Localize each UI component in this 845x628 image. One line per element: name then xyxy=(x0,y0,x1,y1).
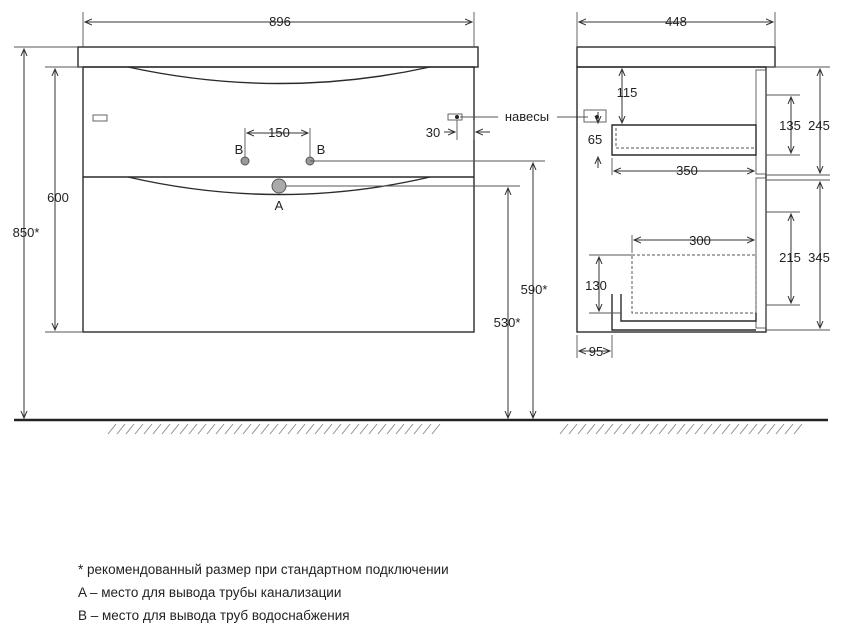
hatch-mark xyxy=(234,424,242,434)
side-countertop xyxy=(577,47,775,67)
note-recommended: * рекомендованный размер при стандартном подключении xyxy=(78,562,449,577)
notes-block xyxy=(78,558,449,627)
hatch-mark xyxy=(135,424,143,434)
dim-245: 245 xyxy=(808,118,830,133)
hinge-left-icon xyxy=(93,115,107,121)
hatch-mark xyxy=(270,424,278,434)
dim-448: 448 xyxy=(665,14,687,29)
dim-135: 135 xyxy=(779,118,801,133)
hatch-mark xyxy=(198,424,206,434)
hatch-mark xyxy=(144,424,152,434)
hatch-mark xyxy=(171,424,179,434)
hatch-mark xyxy=(731,424,739,434)
hatch-mark xyxy=(378,424,386,434)
floor-hatch-right xyxy=(560,424,802,434)
hatch-mark xyxy=(587,424,595,434)
hatch-mark xyxy=(225,424,233,434)
side-front-lower xyxy=(756,178,766,328)
hatch-mark xyxy=(668,424,676,434)
hole-a xyxy=(272,179,286,193)
front-view xyxy=(13,12,588,418)
hatch-mark xyxy=(794,424,802,434)
hatch-mark xyxy=(108,424,116,434)
dim-896: 896 xyxy=(269,14,291,29)
hatch-mark xyxy=(117,424,125,434)
hatch-mark xyxy=(623,424,631,434)
hatch-mark xyxy=(153,424,161,434)
front-countertop xyxy=(78,47,478,67)
hatch-mark xyxy=(207,424,215,434)
hatch-mark xyxy=(432,424,440,434)
hatch-mark xyxy=(722,424,730,434)
dim-850: 850* xyxy=(12,225,40,240)
hatch-mark xyxy=(126,424,134,434)
side-view xyxy=(577,12,830,359)
hatch-mark xyxy=(306,424,314,434)
hatch-mark xyxy=(749,424,757,434)
lower-drawer xyxy=(632,255,756,313)
hatch-mark xyxy=(369,424,377,434)
hatch-mark xyxy=(704,424,712,434)
hatch-mark xyxy=(279,424,287,434)
upper-drawer xyxy=(612,125,756,155)
dim-150: 150 xyxy=(268,125,290,140)
hatch-mark xyxy=(740,424,748,434)
hatch-mark xyxy=(396,424,404,434)
label-b-right: B xyxy=(316,142,326,157)
side-hinge-icon xyxy=(584,110,606,122)
hatch-mark xyxy=(297,424,305,434)
hatch-mark xyxy=(387,424,395,434)
hatch-mark xyxy=(216,424,224,434)
dim-30: 30 xyxy=(425,125,441,140)
dim-65: 65 xyxy=(587,132,603,147)
label-b-left: B xyxy=(234,142,244,157)
hatch-mark xyxy=(578,424,586,434)
hatch-mark xyxy=(243,424,251,434)
hatch-mark xyxy=(713,424,721,434)
hatch-mark xyxy=(659,424,667,434)
dim-215: 215 xyxy=(779,250,801,265)
hatch-mark xyxy=(650,424,658,434)
hatch-mark xyxy=(315,424,323,434)
note-b: B – место для вывода труб водоснабжения xyxy=(78,608,350,623)
hatch-mark xyxy=(641,424,649,434)
side-front-upper xyxy=(756,70,766,174)
label-a: A xyxy=(274,198,284,213)
hatch-mark xyxy=(423,424,431,434)
hatch-mark xyxy=(414,424,422,434)
dim-300: 300 xyxy=(689,233,711,248)
hatch-mark xyxy=(785,424,793,434)
hatch-mark xyxy=(695,424,703,434)
hatch-mark xyxy=(605,424,613,434)
dim-130: 130 xyxy=(585,278,607,293)
hatch-mark xyxy=(686,424,694,434)
front-basin-curve-top xyxy=(128,67,430,84)
hinge-right-dot xyxy=(455,115,459,119)
dim-115: 115 xyxy=(616,85,638,100)
hatch-mark xyxy=(596,424,604,434)
hatch-mark xyxy=(180,424,188,434)
note-a: A – место для вывода трубы канализации xyxy=(78,585,342,600)
dim-345: 345 xyxy=(808,250,830,265)
floor-hatch-left xyxy=(108,424,440,434)
hatch-mark xyxy=(288,424,296,434)
hole-b-left xyxy=(241,157,249,165)
hatch-mark xyxy=(333,424,341,434)
hatch-mark xyxy=(162,424,170,434)
hatch-mark xyxy=(189,424,197,434)
dim-590: 590* xyxy=(520,282,548,297)
dim-95: 95 xyxy=(588,344,604,359)
hatch-mark xyxy=(776,424,784,434)
hatch-mark xyxy=(342,424,350,434)
hatch-mark xyxy=(632,424,640,434)
hatch-mark xyxy=(560,424,568,434)
hatch-mark xyxy=(405,424,413,434)
dim-350: 350 xyxy=(676,163,698,178)
hatch-mark xyxy=(360,424,368,434)
hatch-mark xyxy=(261,424,269,434)
hatch-mark xyxy=(569,424,577,434)
dim-530: 530* xyxy=(493,315,521,330)
hatch-mark xyxy=(677,424,685,434)
hatch-mark xyxy=(767,424,775,434)
hatch-mark xyxy=(324,424,332,434)
hatch-mark xyxy=(351,424,359,434)
hinges-label: навесы xyxy=(504,109,550,124)
hatch-mark xyxy=(614,424,622,434)
hatch-mark xyxy=(758,424,766,434)
dim-600: 600 xyxy=(47,190,69,205)
hatch-mark xyxy=(252,424,260,434)
